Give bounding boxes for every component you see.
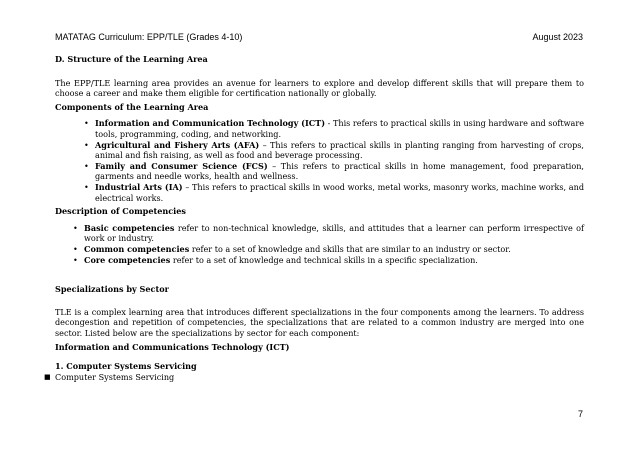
- bullet-icon: •: [73, 243, 78, 254]
- specializations-heading: Specializations by Sector: [55, 284, 169, 295]
- bullet-icon: •: [84, 181, 89, 192]
- list-item: • Basic competencies refer to non-technical knowledge, skills, and attitudes that a learner can perform irrespective of work or industry.: [73, 222, 584, 244]
- page-number: 7: [577, 409, 583, 419]
- square-bullet-icon: ■: [44, 372, 51, 381]
- intro-paragraph: The EPP/TLE learning area provides an avenue for learners to explore and develop different skills that will prepare them to choose a career and make them eligible for certification nationally or globally.: [55, 77, 584, 99]
- competencies-list: [55, 223, 584, 265]
- bullet-icon: •: [84, 139, 89, 150]
- components-list: [55, 118, 584, 203]
- list-item: • Common competencies refer to a set of knowledge and skills that are similar to an industry or sector.: [73, 243, 511, 254]
- sector-heading: Information and Communications Technology (ICT): [55, 342, 290, 353]
- bullet-icon: •: [84, 118, 89, 129]
- list-item: • Industrial Arts (IA) – This refers to practical skills in wood works, metal works, masonry works, machine works, and electrical works.: [84, 181, 585, 203]
- sub-list-item: ■ Computer Systems Servicing: [44, 371, 175, 382]
- bullet-icon: •: [73, 222, 78, 233]
- numbered-item: 1. Computer Systems Servicing: [55, 361, 197, 372]
- list-item: • Information and Communication Technology (ICT) - This refers to practical skills in using hardware and software tools, programming, coding, and networking.: [84, 118, 584, 139]
- bullet-icon: •: [73, 254, 78, 265]
- section-title: D. Structure of the Learning Area: [55, 54, 208, 64]
- specializations-paragraph: TLE is a complex learning area that introduces different specializations in the four components among the learners. To address decongestion and repetition of competencies, the specializations that are related to a common industry are merged into one sector. Listed below are the specializations by sector for each component:: [55, 306, 584, 338]
- components-heading: Components of the Learning Area: [55, 101, 209, 112]
- page-content: [44, 54, 585, 382]
- list-item: • Family and Consumer Science (FCS) – This refers to practical skills in home management, food preparation, garments and needle works, health and wellness.: [84, 160, 584, 182]
- competencies-heading: Description of Competencies: [55, 206, 186, 217]
- bullet-icon: •: [84, 160, 89, 171]
- header-date: August 2023: [532, 32, 583, 42]
- list-item: • Agricultural and Fishery Arts (AFA) – This refers to practical skills in planting ranging from harvesting of crops, animal and fish raising, as well as food and beverage processing.: [84, 139, 584, 161]
- header-title: MATATAG Curriculum: EPP/TLE (Grades 4-10): [55, 32, 243, 42]
- list-item: • Core competencies refer to a set of knowledge and technical skills in a specific specialization.: [73, 254, 478, 265]
